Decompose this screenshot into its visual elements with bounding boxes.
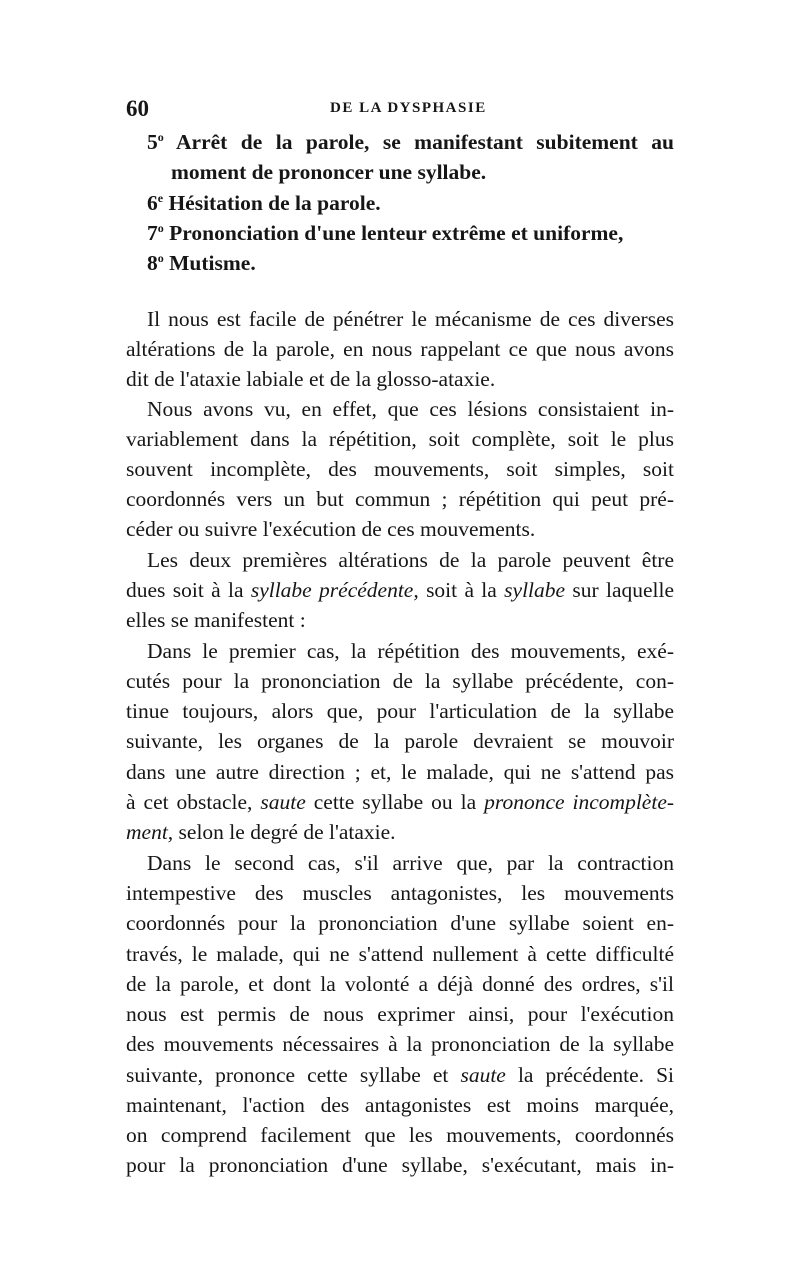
paragraph-line: céder ou suivre l'exécution de ces mouvements. — [126, 517, 536, 541]
paragraph-line: souvent incomplète, des mouvements, soit simples, soit — [126, 457, 674, 481]
paragraph-line: altérations de la parole, en nous rappelant ce que nous avons — [126, 337, 674, 361]
paragraph-line: maintenant, l'action des antagonistes est moins marquée, — [126, 1093, 674, 1117]
list-number: 6 — [147, 191, 158, 215]
page-number: 60 — [126, 96, 149, 121]
list-number: 5 — [147, 130, 158, 154]
paragraph-line: suivante, les organes de la parole devraient se mouvoir — [126, 729, 674, 753]
list-item-6 — [147, 189, 674, 217]
paragraph-line: on comprend facilement que les mouvements, coordonnés — [126, 1123, 674, 1147]
list-text: Prononciation d'une lenteur extrême et uniforme, — [169, 221, 624, 245]
paragraph-line: coordonnés pour la prononciation d'une syllabe soient en- — [126, 911, 674, 935]
list-number: 7 — [147, 221, 158, 245]
paragraph-line: través, le malade, qui ne s'attend nullement à cette difficulté — [126, 942, 674, 966]
italic-term: saute — [460, 1063, 506, 1087]
paragraph-line: nous est permis de nous exprimer ainsi, pour l'exécution — [126, 1002, 674, 1026]
paragraph-line: Dans le second cas, s'il arrive que, par la contraction — [147, 851, 674, 875]
italic-term: syllabe précédente, — [250, 578, 419, 602]
paragraph-line: ment, selon le degré de l'ataxie. — [126, 820, 396, 844]
paragraph-line: Les deux premières altérations de la parole peuvent être — [147, 548, 674, 572]
list-item-5 — [147, 128, 674, 156]
list-text: Arrêt de la parole, se manifestant subitement au — [176, 130, 674, 154]
paragraph-line: dit de l'ataxie labiale et de la glosso-ataxie. — [126, 367, 496, 391]
list-ordinal: e — [157, 191, 164, 205]
paragraph-line: à cet obstacle, saute cette syllabe ou la prononce incomplète- — [126, 790, 675, 814]
paragraph-line: tinue toujours, alors que, pour l'articulation de la syllabe — [126, 699, 674, 723]
paragraph-line: des mouvements nécessaires à la prononciation de la syllabe — [126, 1032, 674, 1056]
list-text: Mutisme. — [169, 251, 256, 275]
list-ordinal: o — [157, 251, 164, 265]
paragraph-line: dans une autre direction ; et, le malade, qui ne s'attend pas — [126, 760, 674, 784]
italic-term: ment, — [126, 820, 174, 844]
paragraph-line: elles se manifestent : — [126, 608, 306, 632]
paragraph-line: pour la prononciation d'une syllabe, s'exécutant, mais in- — [126, 1153, 674, 1177]
list-text: Hésitation de la parole. — [168, 191, 381, 215]
paragraph-line: de la parole, et dont la volonté a déjà donné des ordres, s'il — [126, 972, 674, 996]
paragraph-line: dues soit à la syllabe précédente, soit à la syllabe sur laquelle — [126, 578, 675, 602]
list-item-8 — [147, 249, 674, 277]
running-title: DE LA DYSPHASIE — [330, 100, 487, 116]
list-item-5-cont: moment de prononcer une syllabe. — [171, 160, 487, 184]
paragraph-line: Dans le premier cas, la répétition des mouvements, exé- — [147, 639, 674, 663]
paragraph-line: coordonnés vers un but commun ; répétition qui peut pré- — [126, 487, 674, 511]
list-number: 8 — [147, 251, 158, 275]
paragraph-line: Nous avons vu, en effet, que ces lésions consistaient in- — [147, 397, 674, 421]
list-item-7 — [147, 219, 674, 247]
paragraph-line: Il nous est facile de pénétrer le mécanisme de ces diverses — [147, 307, 674, 331]
paragraph-line: variablement dans la répétition, soit complète, soit le plus — [126, 427, 674, 451]
paragraph-line: intempestive des muscles antagonistes, les mouvements — [126, 881, 674, 905]
page-header — [126, 96, 686, 126]
italic-term: syllabe — [504, 578, 566, 602]
list-ordinal: o — [157, 221, 164, 235]
italic-term: prononce incomplète- — [484, 790, 675, 814]
paragraph-line: suivante, prononce cette syllabe et saute la précédente. Si — [126, 1063, 675, 1087]
italic-term: saute — [260, 790, 306, 814]
list-ordinal: o — [157, 130, 164, 144]
paragraph-line: cutés pour la prononciation de la syllabe précédente, con- — [126, 669, 674, 693]
